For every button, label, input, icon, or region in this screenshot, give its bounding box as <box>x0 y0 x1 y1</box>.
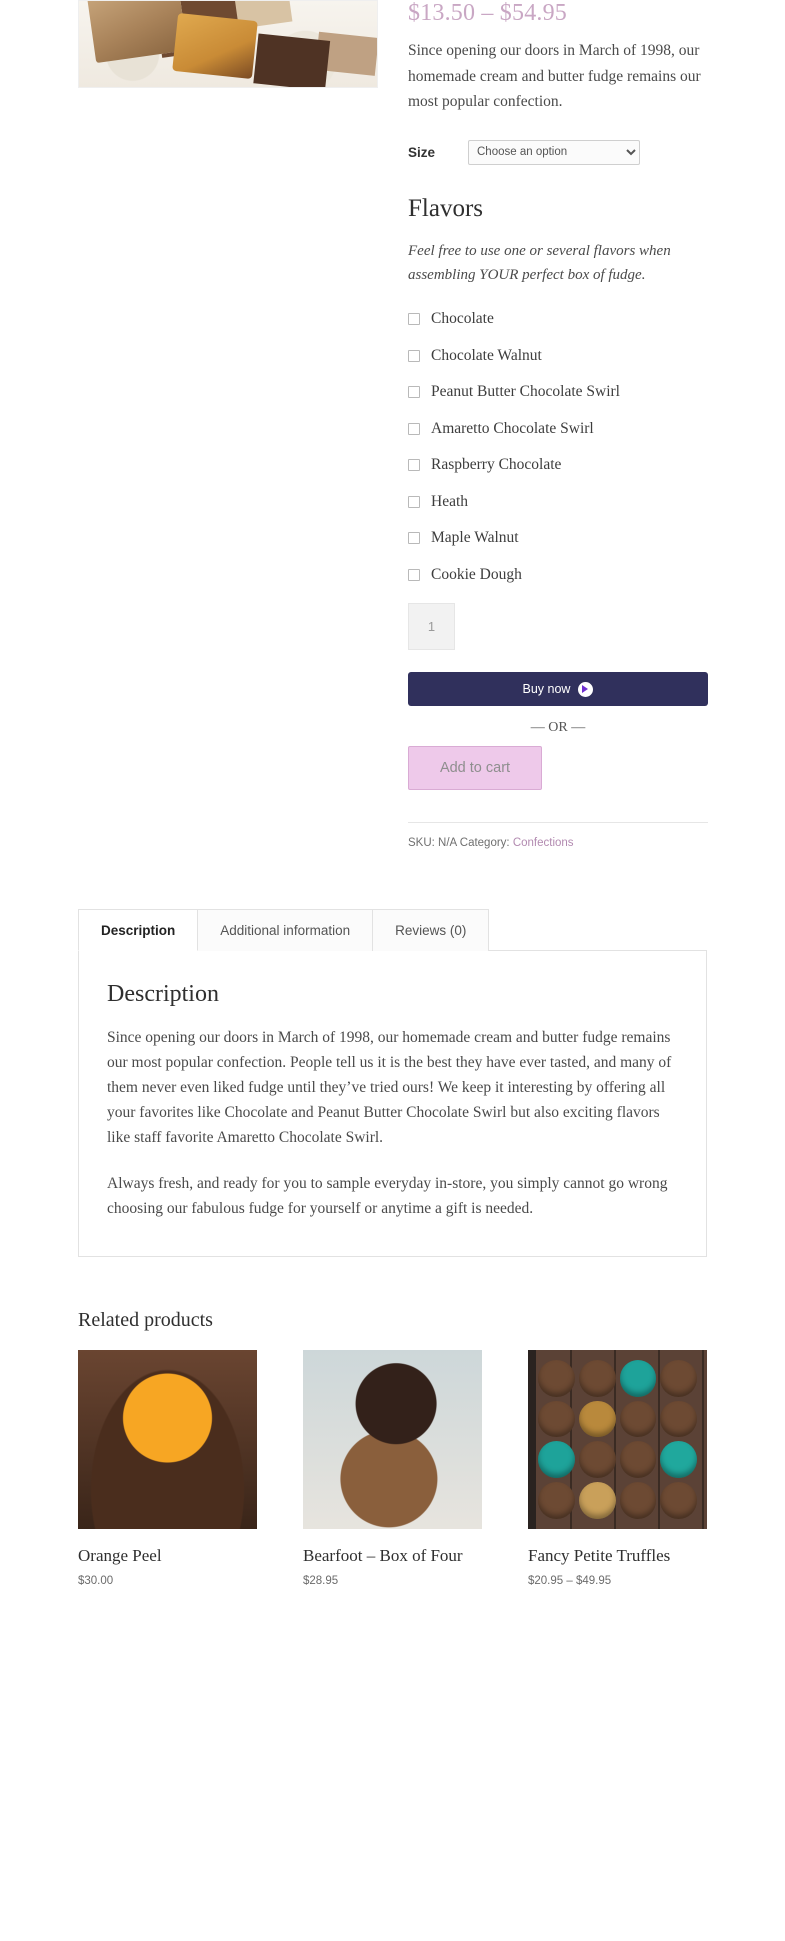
flavor-checkbox-list <box>408 311 707 582</box>
size-select[interactable] <box>468 140 640 165</box>
checkbox-icon[interactable] <box>408 496 420 508</box>
fudge-photo-icon <box>79 1 377 87</box>
flavor-option[interactable] <box>408 530 707 546</box>
product-main-image[interactable] <box>78 0 378 88</box>
related-product-name: Orange Peel <box>78 1545 162 1565</box>
flavor-option[interactable] <box>408 457 707 473</box>
flavor-label: Chocolate Walnut <box>431 346 542 364</box>
product-short-description: Since opening our doors in March of 1998, our homemade cream and butter fudge remains our most popular confection. <box>408 42 701 110</box>
checkbox-icon[interactable] <box>408 532 420 544</box>
quantity-input[interactable]: 1 <box>408 603 455 650</box>
related-product-price: $20.95 – $49.95 <box>528 1575 612 1588</box>
related-product-image[interactable] <box>78 1350 257 1529</box>
related-product-card[interactable] <box>528 1350 707 1587</box>
tab-reviews[interactable]: Reviews (0) <box>373 909 489 951</box>
flavor-option[interactable] <box>408 421 707 437</box>
related-product-name: Fancy Petite Truffles <box>528 1545 671 1565</box>
panel-paragraph: Since opening our doors in March of 1998, our homemade cream and butter fudge remains our most popular confection. People tell us it is the best they have ever tasted, and many of them never even liked fudge until they’ve tried ours! We keep it interesting by offering all your favorites like Chocolate and Peanut Butter Chocolate Swirl but also exciting flavors like staff favorite Amaretto Chocolate Swirl. <box>107 1029 672 1146</box>
flavor-option[interactable] <box>408 348 707 364</box>
related-product-name: Bearfoot – Box of Four <box>303 1545 463 1565</box>
or-separator: — OR — <box>530 720 586 736</box>
related-product-card[interactable] <box>303 1350 482 1587</box>
product-summary-section <box>0 0 785 849</box>
buy-now-label: Buy now <box>522 682 571 697</box>
related-product-image[interactable] <box>528 1350 707 1529</box>
buy-now-button[interactable] <box>408 672 708 706</box>
truffle-grid <box>538 1360 697 1519</box>
related-product-card[interactable] <box>78 1350 257 1587</box>
flavor-option[interactable] <box>408 567 707 583</box>
flavor-option[interactable] <box>408 494 707 510</box>
flavor-option[interactable] <box>408 311 707 327</box>
size-variation-row <box>408 140 707 165</box>
tabs-nav <box>78 909 707 951</box>
tab-description[interactable]: Description <box>78 909 198 951</box>
product-details <box>404 0 707 849</box>
product-meta <box>408 822 708 849</box>
tab-additional-information[interactable]: Additional information <box>198 909 373 951</box>
flavors-heading: Flavors <box>408 194 483 222</box>
flavor-label: Cookie Dough <box>431 565 522 583</box>
product-gallery[interactable] <box>78 0 378 88</box>
checkbox-icon[interactable] <box>408 313 420 325</box>
product-price: $13.50 – $54.95 <box>408 0 567 26</box>
size-label: Size <box>408 144 436 160</box>
add-to-cart-button[interactable]: Add to cart <box>408 746 542 790</box>
category-link[interactable]: Confections <box>512 837 574 850</box>
checkbox-icon[interactable] <box>408 459 420 471</box>
tab-panel-description <box>78 951 707 1257</box>
checkbox-icon[interactable] <box>408 386 420 398</box>
flavor-label: Amaretto Chocolate Swirl <box>431 419 594 437</box>
related-product-image[interactable] <box>303 1350 482 1529</box>
flavor-label: Chocolate <box>431 310 494 328</box>
flavors-note: Feel free to use one or several flavors when assembling YOUR perfect box of fudge. <box>408 242 671 284</box>
related-products-title: Related products <box>78 1308 213 1331</box>
related-product-price: $28.95 <box>303 1575 339 1588</box>
orange-peel-photo-icon <box>78 1350 257 1529</box>
bearfoot-photo-icon <box>303 1350 482 1529</box>
related-products-section <box>78 1309 707 1587</box>
related-products-grid <box>78 1350 707 1587</box>
flavor-label: Maple Walnut <box>431 529 519 547</box>
panel-title: Description <box>107 981 219 1008</box>
flavor-label: Peanut Butter Chocolate Swirl <box>431 383 620 401</box>
flavor-label: Heath <box>431 492 469 510</box>
checkbox-icon[interactable] <box>408 350 420 362</box>
product-sku: SKU: N/A Category: <box>408 837 510 850</box>
product-tabs <box>78 909 707 1257</box>
truffles-photo-icon <box>528 1350 707 1529</box>
flavor-label: Raspberry Chocolate <box>431 456 562 474</box>
flavor-option[interactable] <box>408 384 707 400</box>
checkbox-icon[interactable] <box>408 423 420 435</box>
panel-paragraph: Always fresh, and ready for you to sample everyday in-store, you simply cannot go wrong choosing our fabulous fudge for yourself or anytime a gift is needed. <box>107 1175 668 1218</box>
paypal-icon <box>578 682 593 697</box>
checkbox-icon[interactable] <box>408 569 420 581</box>
related-product-price: $30.00 <box>78 1575 114 1588</box>
